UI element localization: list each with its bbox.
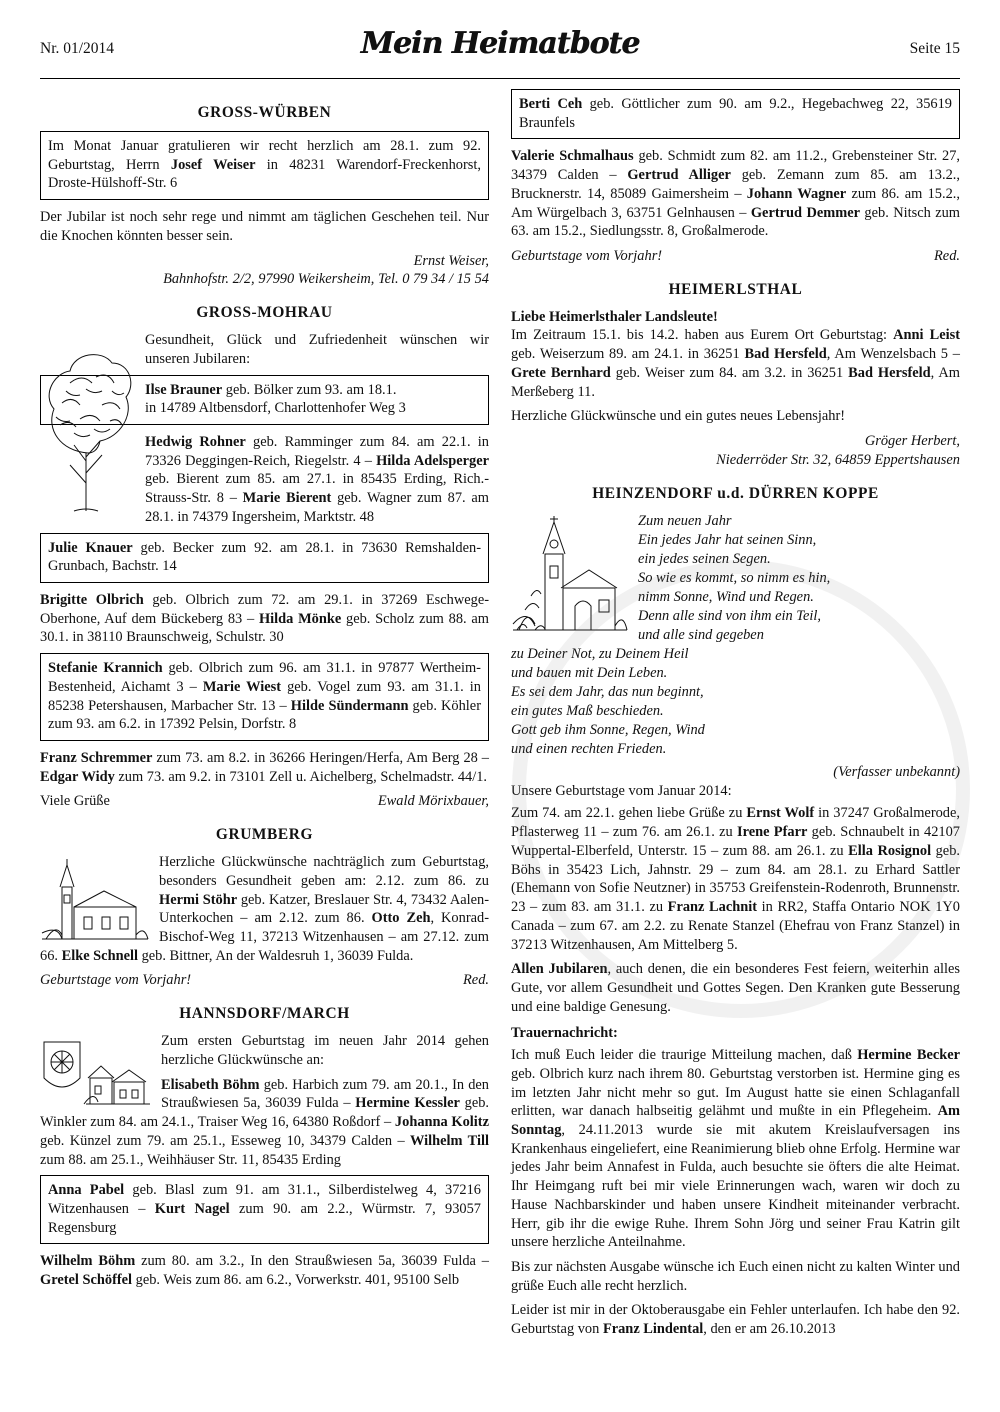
highlight-box-berti-ceh <box>511 89 960 139</box>
box-text: Stefanie Krannich geb. Olbrich zum 96. am 31.1. in 97877 Wertheim-Bestenheid, Aichamt 3 – Marie Wiest geb. Vogel zum 93. am 31.1. in 85238 Petershausen, Marbacher Str. 13 – Hilde Sündermann geb. Köhler zum 93. am 6.2. in 17392 Pelsin, Dorfstr. 8 <box>48 660 481 733</box>
poem-line: und einen rechten Frieden. <box>511 740 667 757</box>
issue-number: Nr. 01/2014 <box>40 40 115 57</box>
section-heading-grumberg: GRUMBERG <box>215 826 314 844</box>
left-column <box>40 89 489 1389</box>
paragraph-heinzendorf-4: Ich muß Euch leider die traurige Mitteilung machen, daß Hermine Becker geb. Olbrich kurz nach ihrem 80. Geburtstag verstorben ist. Hermine ging es im letzten Jahr nicht mehr so gut. Im August hatte sie einen Schlaganfall erlitten, war danach halbseitig gelähmt und mußte in ein Pflegeheim. Am Sonntag, 24.11.2013 wurde sie mit akutem Kreislaufversagen ins Krankenhaus eingeliefert, eine Reanimierung blieb ohne Erfolg. Hermine war jedes Jahr beim Annafest in Fulda, auch besuchte sie öfters die alte Heimat. Ihr Heimgang ruft bei mir viele Erinnerungen wach, waren wir doch zu Hause Nachbarskinder und haben unsere Kindheit miteinander verbracht. Herr, gib ihr die ewige Ruhe. Ihrem Sohn Jörg und seiner Frau Katrin gilt unsere herzliche Anteilnahme. <box>511 1047 960 1251</box>
paragraph-heinzendorf-6: Leider ist mir in der Oktoberausgabe ein Fehler unterlaufen. Ich habe den 92. Geburtstag von Franz Lindental, den er am 26.10.2013 <box>511 1302 960 1338</box>
masthead <box>40 28 960 72</box>
paragraph-grumberg-1: Herzliche Glückwünsche nachträglich zum Geburtstag, besonders Gesundheit geben am: 2.12. zum 86. zu Hermi Stöhr geb. Katzer, Breslauer Str. 4, 73432 Aalen-Unterkochen – am 2.12. zum 86. Otto Zeh, Konrad-Bischof-Weg 11, 37213 Witzenhausen – am 27.12. zum 66. Elke Schnell geb. Bittner, An der Waldesruh 1, 36039 Fulda. <box>40 854 489 964</box>
poem-line: So wie es kommt, so nimm es hin, <box>638 569 831 586</box>
signature-gross-wuerben <box>40 252 489 289</box>
section-heading-heinzendorf: HEINZENDORF u.d. DÜRREN KOPPE <box>592 484 879 502</box>
grumberg-red-note <box>40 971 489 990</box>
paragraph-gross-wuerben-1: Der Jubilar ist noch sehr rege und nimmt am täglichen Geschehen teil. Nur die Knochen könnten besser sein. <box>40 209 489 244</box>
section-heading-gross-mohrau: GROSS-MOHRAU <box>196 304 333 322</box>
paragraph-hannsdorf-2: Elisabeth Böhm geb. Harbich zum 79. am 20.1., In den Straußwiesen 5a, 36039 Fulda – Hermine Kessler geb. Winkler zum 84. am 24.1., Traiser Weg 16, 64380 Roßdorf – Johanna Kolitz geb. Künzel zum 79. am 25.1., Esseweg 10, 34379 Calden – Wilhelm Till zum 88. am 25.1., Weihhäuser Str. 11, 85435 Erding <box>40 1076 489 1168</box>
poem-line: Ein jedes Jahr hat seinen Sinn, <box>638 531 817 548</box>
right-red-note <box>511 247 960 266</box>
gross-mohrau-greeting-line <box>40 792 489 811</box>
signature-name: Ernst Weiser, <box>413 252 489 269</box>
editor-mark: Red. <box>463 972 489 989</box>
box-text: Julie Knauer geb. Becker zum 92. am 28.1. in 73630 Remshalden-Grunbach, Bachstr. 14 <box>48 539 482 575</box>
greeting-author: Ewald Mörixbauer, <box>377 793 489 810</box>
paragraph-heimerlsthal-1: Im Zeitraum 15.1. bis 14.2. haben aus Eurem Ort Geburtstag: Anni Leist geb. Weiserzum 89. am 24.1. in 36251 Bad Hersfeld, Am Wenzelsbach 5 – Grete Bernhard geb. Weiser zum 84. am 3.2. in 36251 Bad Hersfeld, Am Merßeberg 11. <box>511 327 960 400</box>
paragraph-heinzendorf-1: Unsere Geburtstage vom Januar 2014: <box>511 782 732 799</box>
gross-mohrau-body <box>40 331 489 532</box>
church-illustration <box>40 855 150 941</box>
heinzendorf-poem-block <box>511 512 960 782</box>
signature-address: Niederröder Str. 32, 64859 Eppertshausen <box>716 451 960 468</box>
poem-line: ein jedes seinen Segen. <box>638 550 771 567</box>
box-text: Im Monat Januar gratulieren wir recht herzlich am 28.1. zum 92. Geburtstag, Herrn Josef Weiser in 48231 Warendorf-Freckenhorst, Droste-Hülshoff-Str. 6 <box>48 138 481 192</box>
mourning-notice-heading: Trauernachricht: <box>511 1025 618 1042</box>
paragraph-heinzendorf-3: Allen Jubilaren, auch denen, die ein besonderes Fest feiern, weiterhin alles Gute, vor allem Gesundheit und Gottes Segen. Den Kranken gute Besserung und eine baldige Genesung. <box>511 961 960 1015</box>
previous-year-note: Geburtstage vom Vorjahr! <box>40 972 192 989</box>
poem-line: nimm Sonne, Wind und Regen. <box>638 588 814 605</box>
poem-line: und alle sind gegeben <box>638 626 764 643</box>
paragraph-gross-mohrau-intro: Gesundheit, Glück und Zufriedenheit wünschen wir unseren Jubilaren: <box>145 332 489 367</box>
paragraph-right-1: Valerie Schmalhaus geb. Schmidt zum 82. am 11.2., Grebensteiner Str. 27, 34379 Calden – Gertrud Alliger geb. Zemann zum 85. am 13.2., Brucknerstr. 14, 85089 Gaimersheim – Johann Wagner zum 86. am 15.2., Am Würgelbach 3, 63751 Gelnhausen – Gertrud Demmer geb. Nitsch zum 63. am 15.2., Siedlungsstr. 8, Großalmerode. <box>511 148 960 240</box>
poem-attribution: (Verfasser unbekannt) <box>833 763 960 780</box>
signature-name: Gröger Herbert, <box>864 433 960 450</box>
box-line-2: in 14789 Altbensdorf, Charlottenhofer Weg 3 <box>145 400 406 417</box>
box-text: Anna Pabel geb. Blasl zum 91. am 31.1., Silberdistelweg 4, 37216 Witzenhausen – Kurt Nagel zum 90. am 2.2., Würmstr. 7, 93057 Regensburg <box>48 1182 482 1236</box>
box-text: Berti Ceh geb. Göttlicher zum 90. am 9.2., Hegebachweg 22, 35619 Braunfels <box>519 96 952 131</box>
paragraph-gross-mohrau-2: Brigitte Olbrich geb. Olbrich zum 72. am 29.1. in 37269 Eschwege-Oberhone, Auf dem Bückeberg 83 – Hilda Mönke geb. Scholz zum 88. am 30.1. in 38110 Braunschweig, Schulstr. 30 <box>40 591 489 646</box>
box-line-1: Ilse Brauner geb. Bölker zum 93. am 18.1. <box>145 381 397 398</box>
grumberg-body <box>40 853 489 971</box>
paragraph-gross-mohrau-1: Hedwig Rohner geb. Ramminger zum 84. am 22.1. in 73326 Deggingen-Reich, Riegelstr. 4 – Hilda Adelsperger geb. Bierent zum 85. am 27.1. in 85435 Erding, Rich.-Strauss-Str. 8 – Marie Bierent geb. Wagner zum 87. am 28.1. in 74379 Ingersheim, Marktstr. 48 <box>145 433 489 525</box>
poem-line: und bauen mit Dein Leben. <box>511 664 668 681</box>
publication-title: Mein Heimatbote <box>360 26 640 61</box>
paragraph-hannsdorf-3: Wilhelm Böhm zum 80. am 3.2., In den Straußwiesen 5a, 36039 Fulda – Gretel Schöffel geb. Weis zum 86. am 6.2., Vorwerkstr. 401, 95100 Selb <box>40 1253 489 1289</box>
poem-line: zu Deiner Not, zu Deinem Heil <box>511 645 689 662</box>
poem-line: Gott geb ihm Sonne, Regen, Wind <box>511 721 705 738</box>
signature-heimerlsthal <box>511 432 960 469</box>
salutation-heimerlsthal: Liebe Heimerlsthaler Landsleute! <box>511 308 718 325</box>
poem-line: Zum neuen Jahr <box>638 512 732 529</box>
paragraph-heimerlsthal-2: Herzliche Glückwünsche und ein gutes neues Lebensjahr! <box>511 408 846 425</box>
section-heading-gross-wuerben: GROSS-WÜRBEN <box>197 104 332 121</box>
chapel-illustration <box>511 514 629 634</box>
section-heading-hannsdorf-march: HANNSDORF/MARCH <box>179 1005 350 1023</box>
previous-year-note: Geburtstage vom Vorjahr! <box>511 248 663 265</box>
two-column-layout <box>40 89 960 1389</box>
highlight-box-gross-mohrau-3 <box>40 653 489 741</box>
page-number: Seite 15 <box>909 40 960 57</box>
greeting-text: Viele Grüße <box>40 793 110 810</box>
paragraph-hannsdorf-1: Zum ersten Geburtstag im neuen Jahr 2014 gehen herzliche Glückwünsche an: <box>161 1033 489 1068</box>
tree-illustration <box>40 333 136 513</box>
editor-mark: Red. <box>934 248 960 265</box>
section-heading-heimerlsthal: HEIMERLSTHAL <box>668 280 803 298</box>
hannsdorf-body <box>40 1032 489 1175</box>
highlight-box-gross-mohrau-2 <box>40 533 489 583</box>
paragraph-heinzendorf-2: Zum 74. am 22.1. gehen liebe Grüße zu Ernst Wolf in 37247 Großalmerode, Pflasterweg 11 – zum 76. am 26.1. zu Irene Pfarr geb. Schnaubelt in 42107 Wuppertal-Elberfeld, Unterstr. 15 – zum 88. am 26.1. zu Ella Rosignol geb. Böhs in 35423 Lich, Jahnstr. 29 – zum 84. am 28.1. zu Erhard Sattler (Ehemann von Sofie Neutzner) in 35753 Greifenstein-Rodenroth, Brunnenstr. 23 – zum 83. am 31.1. zu Franz Lachnit in RR2, Staffa Ontario NOK 1Y0 Canada – zum 67. am 2.2. zu Renate Stanzel (Ehefrau von Franz Stanzel) in 37213 Witzenhausen, Am Mittelberg 5. <box>511 805 960 953</box>
highlight-box-gross-wuerben <box>40 131 489 200</box>
village-crest-illustration <box>40 1034 152 1106</box>
poem-line: Es sei dem Jahr, das nun beginnt, <box>511 683 704 700</box>
paragraph-gross-mohrau-3: Franz Schremmer zum 73. am 8.2. in 36266 Heringen/Herfa, Am Berg 28 – Edgar Widy zum 73. am 9.2. in 73101 Zell u. Aichelberg, Schelmadstr. 44/1. <box>40 750 489 785</box>
poem-line: ein gutes Maß beschieden. <box>511 702 664 719</box>
paragraph-heinzendorf-5: Bis zur nächsten Ausgabe wünsche ich Euch einen nicht zu kalten Winter und grüße Euch alle recht herzlich. <box>511 1259 960 1294</box>
header-divider <box>40 78 960 79</box>
signature-address: Bahnhofstr. 2/2, 97990 Weikersheim, Tel. 0 79 34 / 15 54 <box>163 271 489 288</box>
poem-line: Denn alle sind von ihm ein Teil, <box>638 607 821 624</box>
highlight-box-hannsdorf <box>40 1175 489 1244</box>
right-column <box>511 89 960 1389</box>
